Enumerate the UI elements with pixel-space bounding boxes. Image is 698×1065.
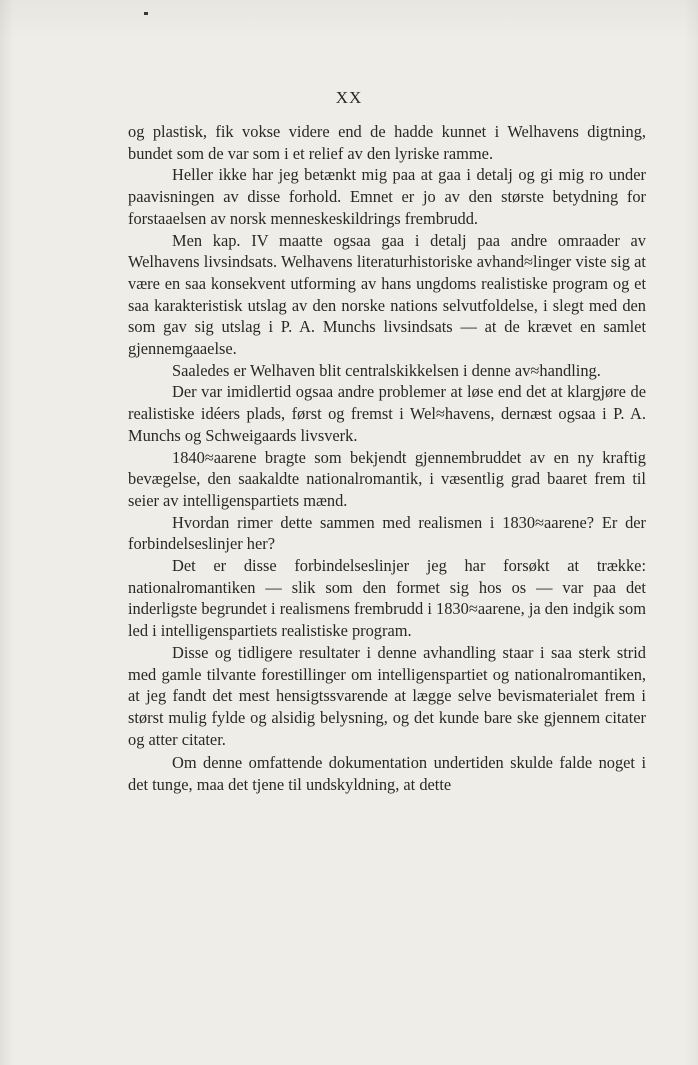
paragraph: Men kap. IV maatte ogsaa gaa i detalj paa andre omraader av Welhavens livsindsats. Welhavens literaturhistoriske avhand≈linger viste sig at være en saa konsekvent utforming av hans ungdoms realistiske program og et saa karakteristisk utslag av den norske nations selvutfoldelse, i slegt med den som gav sig utslag i P. A. Munchs livsindsats — at de krævet en samlet gjennemgaaelse. [128, 230, 646, 359]
body-text [128, 121, 646, 796]
paragraph: Disse og tidligere resultater i denne avhandling staar i saa sterk strid med gamle tilvante forestillinger om intelligenspartiet og nationalromantiken, at jeg fandt det mest hensigtssvarende at lægge selve bevismaterialet frem i størst mulig fylde og alsidig belysning, og det kunde bare ske gjennem citater og atter citater. [128, 642, 646, 749]
paragraph: Der var imidlertid ogsaa andre problemer at løse end det at klargjøre de realistiske idéers plads, først og fremst i Wel≈havens, dernæst ogsaa i P. A. Munchs og Schweigaards livsverk. [128, 382, 646, 445]
paragraph: Saaledes er Welhaven blit centralskikkelsen i denne av≈handling. [172, 360, 601, 380]
paragraph: Det er disse forbindelseslinjer jeg har forsøkt at trække: nationalromantiken — slik som den formet sig hos os — var paa det inderligste begrundet i realismens frembrudd i 1830≈aarene, ja den indgik som led i intelligenspartiets realistiske program. [128, 556, 646, 641]
print-speck [144, 12, 148, 15]
paragraph: Heller ikke har jeg betænkt mig paa at gaa i detalj og gi mig ro under paavisningen av disse forhold. Emnet er jo av den største betydning for forstaaelsen av norsk menneskeskildrings frembrudd. [128, 165, 646, 228]
page-number: XX [335, 88, 363, 107]
paragraph: Hvordan rimer dette sammen med realismen i 1830≈aarene? Er der forbindelseslinjer her? [128, 512, 646, 554]
paragraph: Om denne omfattende dokumentation undertiden skulde falde noget i det tunge, maa det tjene til undskyldning, at dette [128, 753, 646, 795]
paragraph: og plastisk, fik vokse videre end de hadde kunnet i Welhavens digtning, bundet som de var som i et relief av den lyriske ramme. [128, 122, 646, 163]
paragraph: 1840≈aarene bragte som bekjendt gjennembruddet av en ny kraftig bevægelse, den saakaldte nationalromantik, i væsentlig grad baaret frem til seier av intelligenspartiets mænd. [128, 447, 646, 510]
